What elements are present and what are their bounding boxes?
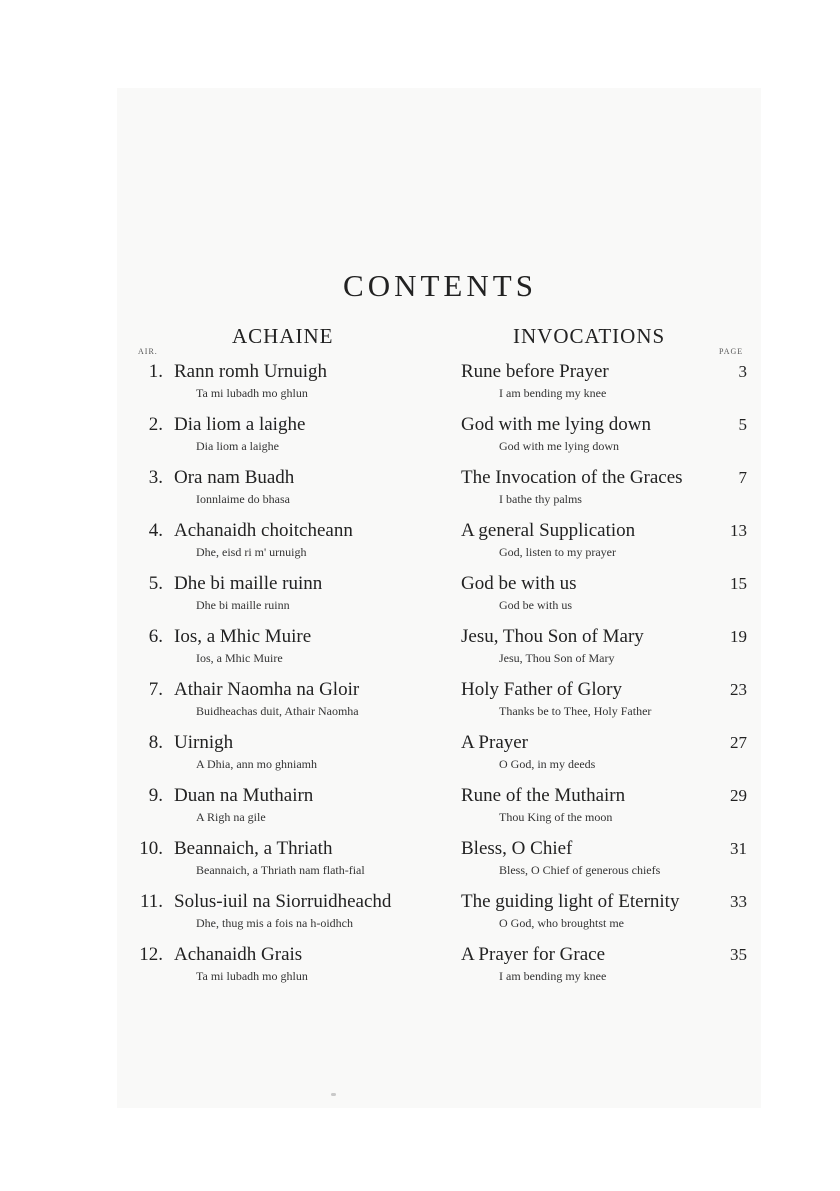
entry-number: 5. — [148, 573, 163, 594]
air-label: AIR. — [138, 347, 158, 356]
contents-entry — [0, 943, 840, 996]
english-title: God with me lying down — [461, 414, 651, 435]
entry-number: 11. — [139, 891, 163, 912]
page-number: 31 — [730, 839, 747, 858]
contents-entry — [0, 731, 840, 784]
entry-number: 8. — [148, 732, 163, 753]
contents-entry — [0, 678, 840, 731]
entry-number: 7. — [148, 679, 163, 700]
english-title: A general Supplication — [461, 520, 636, 541]
gaelic-title: Athair Naomha na Gloir — [174, 679, 360, 700]
entry-number: 6. — [148, 626, 163, 647]
english-first-line: God be with us — [499, 598, 572, 612]
gaelic-title: Duan na Muthairn — [174, 785, 314, 806]
paper-speck — [331, 1093, 336, 1096]
entry-number: 10. — [139, 838, 163, 859]
page-number: 15 — [730, 574, 747, 593]
contents-entry — [0, 572, 840, 625]
gaelic-first-line: Dhe, thug mis a fois na h-oidhch — [196, 916, 353, 930]
gaelic-first-line: Ta mi lubadh mo ghlun — [196, 386, 308, 400]
english-title: The Invocation of the Graces — [461, 467, 683, 488]
gaelic-title: Dhe bi maille ruinn — [174, 573, 323, 594]
gaelic-first-line: Ios, a Mhic Muire — [196, 651, 283, 665]
contents-list — [0, 360, 840, 996]
english-first-line: Jesu, Thou Son of Mary — [499, 651, 615, 665]
gaelic-column-heading: ACHAINE — [232, 324, 334, 348]
page-number: 27 — [730, 733, 747, 752]
gaelic-title: Ios, a Mhic Muire — [174, 626, 312, 647]
gaelic-title: Ora nam Buadh — [174, 467, 295, 488]
gaelic-first-line: Dhe, eisd ri m' urnuigh — [196, 545, 307, 559]
english-title: A Prayer for Grace — [461, 944, 606, 965]
page-number: 33 — [730, 892, 747, 911]
gaelic-title: Beannaich, a Thriath — [174, 838, 333, 859]
gaelic-title: Solus-iuil na Siorruidheachd — [174, 891, 392, 912]
contents-entry — [0, 784, 840, 837]
contents-entry — [0, 890, 840, 943]
gaelic-title: Uirnigh — [174, 732, 234, 753]
entry-number: 3. — [148, 467, 163, 488]
contents-entry — [0, 413, 840, 466]
gaelic-first-line: Buidheachas duit, Athair Naomha — [196, 704, 359, 718]
english-title: Rune of the Muthairn — [461, 785, 626, 806]
contents-entry — [0, 519, 840, 572]
english-title: Rune before Prayer — [461, 361, 609, 382]
entry-number: 9. — [148, 785, 163, 806]
entry-number: 4. — [148, 520, 163, 541]
entry-number: 12. — [139, 944, 163, 965]
gaelic-first-line: A Dhia, ann mo ghniamh — [196, 757, 317, 771]
english-title: Jesu, Thou Son of Mary — [461, 626, 644, 647]
page-number: 3 — [738, 362, 747, 381]
english-title: Bless, O Chief — [461, 838, 573, 859]
english-first-line: Thanks be to Thee, Holy Father — [499, 704, 652, 718]
english-title: The guiding light of Eternity — [461, 891, 680, 912]
gaelic-title: Rann romh Urnuigh — [174, 361, 328, 382]
english-title: Holy Father of Glory — [461, 679, 622, 700]
english-first-line: Bless, O Chief of generous chiefs — [499, 863, 661, 877]
english-first-line: O God, in my deeds — [499, 757, 596, 771]
contents-entry — [0, 625, 840, 678]
contents-entry — [0, 466, 840, 519]
page-label: PAGE — [719, 347, 744, 356]
gaelic-first-line: Beannaich, a Thriath nam flath-fial — [196, 863, 365, 877]
gaelic-title: Achanaidh Grais — [174, 944, 303, 965]
entry-number: 2. — [148, 414, 163, 435]
page-title: CONTENTS — [343, 268, 537, 303]
english-first-line: God with me lying down — [499, 439, 619, 453]
page-number: 7 — [738, 468, 747, 487]
english-title: God be with us — [461, 573, 577, 594]
gaelic-first-line: Ionnlaime do bhasa — [196, 492, 290, 506]
contents-entry — [0, 837, 840, 890]
gaelic-title: Achanaidh choitcheann — [174, 520, 353, 541]
english-first-line: I am bending my knee — [499, 386, 607, 400]
page-number: 13 — [730, 521, 747, 540]
english-first-line: God, listen to my prayer — [499, 545, 616, 559]
english-column-heading: INVOCATIONS — [513, 324, 666, 348]
gaelic-title: Dia liom a laighe — [174, 414, 306, 435]
page-number: 19 — [730, 627, 747, 646]
contents-entry — [0, 360, 840, 413]
gaelic-first-line: Ta mi lubadh mo ghlun — [196, 969, 308, 983]
page-number: 29 — [730, 786, 747, 805]
page-number: 35 — [730, 945, 747, 964]
english-first-line: I bathe thy palms — [499, 492, 582, 506]
english-first-line: Thou King of the moon — [499, 810, 613, 824]
entry-number: 1. — [148, 361, 163, 382]
english-first-line: O God, who broughtst me — [499, 916, 624, 930]
gaelic-first-line: Dhe bi maille ruinn — [196, 598, 290, 612]
english-title: A Prayer — [461, 732, 529, 753]
gaelic-first-line: A Righ na gile — [196, 810, 266, 824]
english-first-line: I am bending my knee — [499, 969, 607, 983]
page-number: 23 — [730, 680, 747, 699]
gaelic-first-line: Dia liom a laighe — [196, 439, 279, 453]
page-number: 5 — [738, 415, 747, 434]
